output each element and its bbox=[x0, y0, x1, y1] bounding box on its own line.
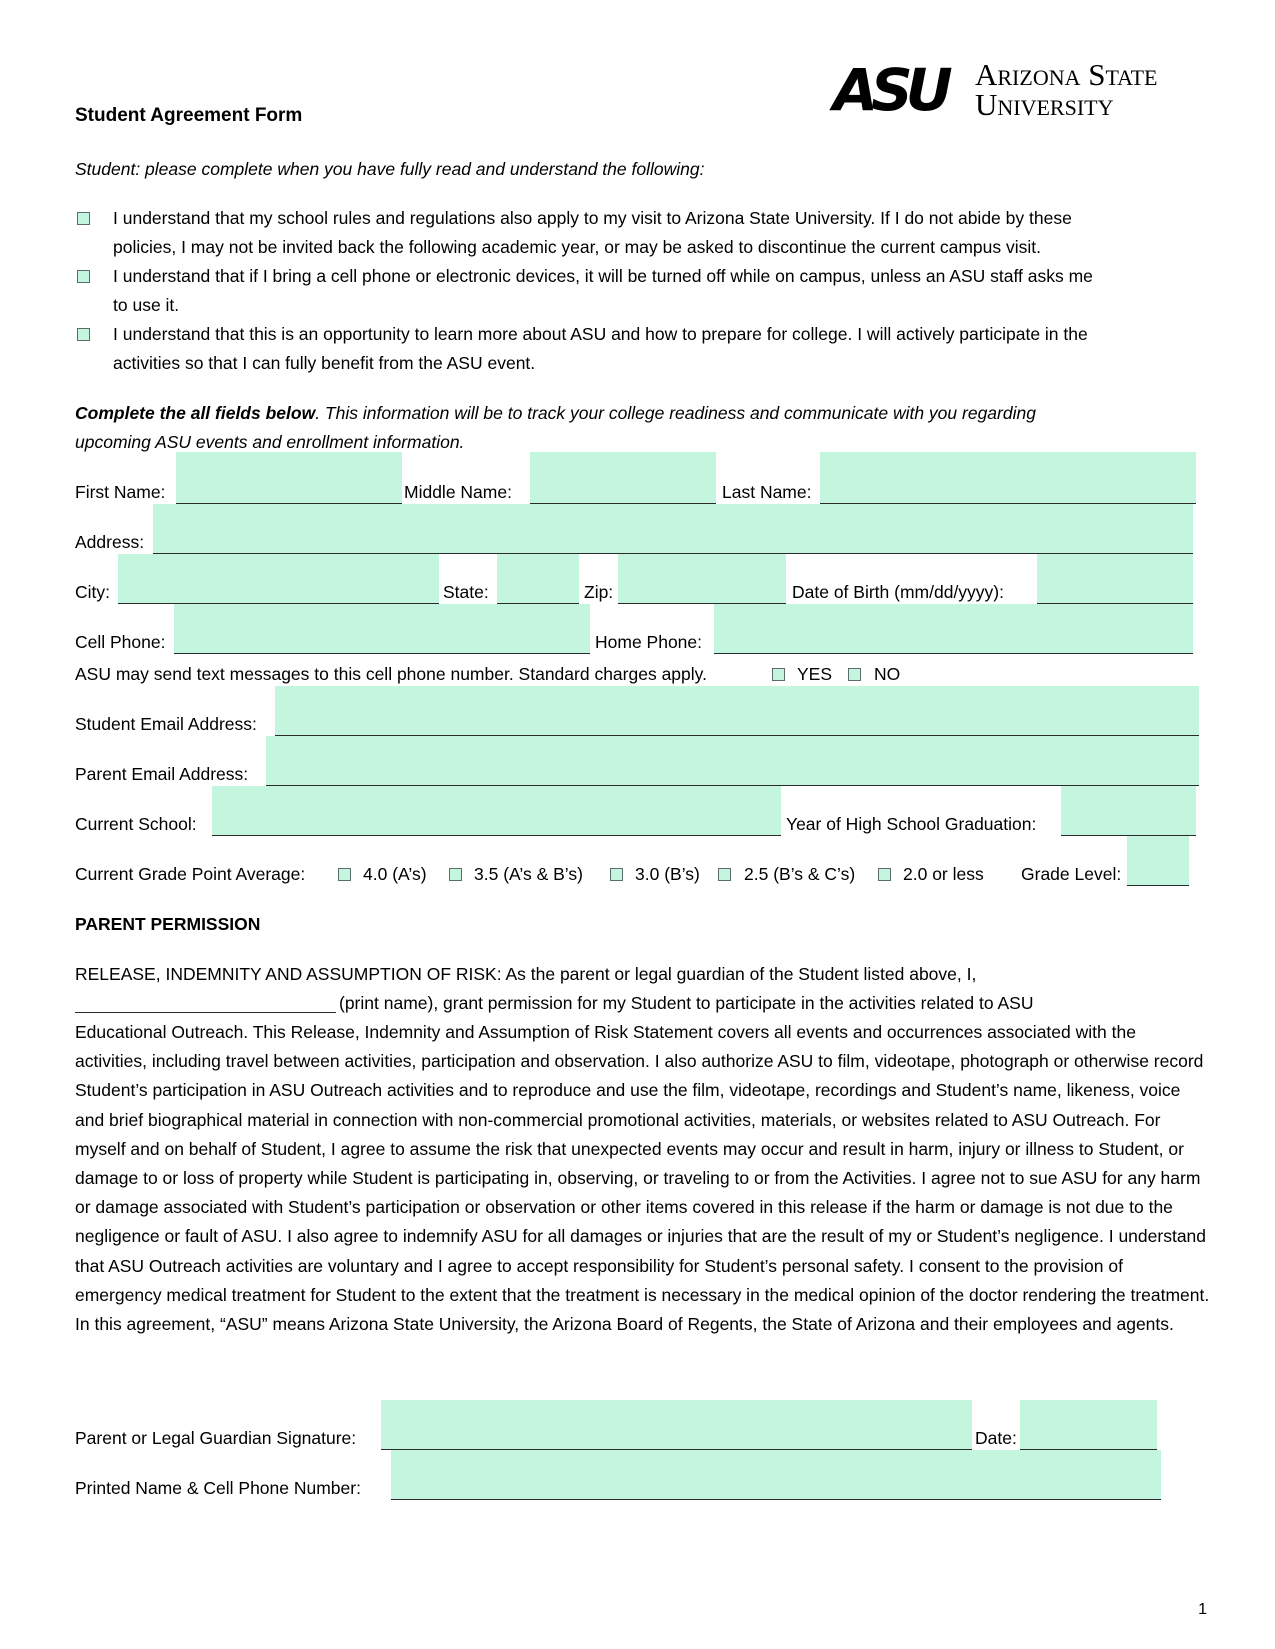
print-name-suffix: (print name), grant permission for my Student to participate in the activities related to ASU bbox=[339, 993, 1034, 1013]
parent-permission-heading: PARENT PERMISSION bbox=[75, 914, 261, 934]
first-name-field[interactable] bbox=[176, 452, 402, 504]
gpa-option-4-checkbox[interactable] bbox=[718, 868, 731, 881]
instructions-line-1 bbox=[75, 402, 1036, 424]
instructions-rest-1: . This information will be to track your college readiness and communicate with you regarding bbox=[315, 403, 1036, 423]
agreement-1-line-2: policies, I may not be invited back the following academic year, or may be asked to discontinue the current campus visit. bbox=[113, 237, 1041, 257]
cell-phone-field[interactable] bbox=[174, 604, 590, 654]
agreement-1-line-1: I understand that my school rules and regulations also apply to my visit to Arizona State University. If I do not abide by these bbox=[113, 208, 1072, 228]
home-phone-label: Home Phone: bbox=[595, 632, 703, 652]
address-label: Address: bbox=[75, 532, 145, 552]
gpa-option-1-checkbox[interactable] bbox=[338, 868, 351, 881]
gpa-option-5-label: 2.0 or less bbox=[903, 864, 984, 884]
agreement-3-line-2: activities so that I can fully benefit from the ASU event. bbox=[113, 353, 536, 373]
release-body-text: Educational Outreach. This Release, Indemnity and Assumption of Risk Statement covers all events and occurrences associated with the activities, including travel between activities, participation and observation. I also authorize ASU to film, videotape, photograph or otherwise record Student’s participation in ASU Outreach activities and to reproduce and use the film, videotape, recordings and Student’s name, likeness, voice and brief biographical material in connection with non-commercial promotional activities, materials, or websites related to ASU Outreach. For myself and on behalf of Student, I agree to assume the risk that unexpected events may occur and result in harm, injury or illness to Student, or damage to or loss of property while Student is participating in, observing, or traveling to or from the Activities. I agree not to sue ASU for any harm or damage associated with Student’s participation or observation or other items covered in this release if the harm or damage is not due to the negligence or fault of ASU. I also agree to indemnify ASU for all damages or injuries that are the result of my or Student’s negligence. I understand that ASU Outreach activities are voluntary and I agree to accept responsibility for Student’s personal safety. I consent to the provision of emergency medical treatment for Student to the extent that the treatment is necessary in the medical opinion of the doctor rendering the treatment. In this agreement, “ASU” means Arizona State University, the Arizona Board of Regents, the State of Arizona and their employees and agents. bbox=[75, 1022, 1210, 1335]
middle-name-label: Middle Name: bbox=[404, 482, 512, 502]
asu-logo bbox=[833, 56, 1205, 124]
date-label: Date: bbox=[975, 1428, 1017, 1448]
first-name-label: First Name: bbox=[75, 482, 166, 502]
text-consent-no-label: NO bbox=[874, 664, 901, 684]
dob-label: Date of Birth (mm/dd/yyyy): bbox=[792, 582, 1004, 602]
printed-name-label: Printed Name & Cell Phone Number: bbox=[75, 1478, 361, 1498]
agreement-3-checkbox[interactable] bbox=[77, 328, 90, 341]
instructions-line-2: upcoming ASU events and enrollment information. bbox=[75, 432, 465, 452]
grade-level-label: Grade Level: bbox=[1021, 864, 1122, 884]
release-first-line: RELEASE, INDEMNITY AND ASSUMPTION OF RISK: As the parent or legal guardian of the Student listed above, I, bbox=[75, 964, 977, 984]
gpa-option-5-checkbox[interactable] bbox=[878, 868, 891, 881]
dob-field[interactable] bbox=[1037, 554, 1193, 604]
state-label: State: bbox=[443, 582, 489, 602]
page-title: Student Agreement Form bbox=[75, 105, 303, 126]
address-field[interactable] bbox=[153, 504, 1193, 554]
page-number: 1 bbox=[1198, 1601, 1207, 1618]
text-consent-yes-checkbox[interactable] bbox=[772, 668, 785, 681]
home-phone-field[interactable] bbox=[714, 604, 1193, 654]
state-field[interactable] bbox=[497, 554, 579, 604]
middle-name-field[interactable] bbox=[530, 452, 716, 504]
agreement-2-line-2: to use it. bbox=[113, 295, 180, 315]
last-name-label: Last Name: bbox=[722, 482, 812, 502]
gpa-option-2-checkbox[interactable] bbox=[449, 868, 462, 881]
printed-name-field[interactable] bbox=[391, 1450, 1161, 1500]
parent-print-name-field bbox=[75, 988, 336, 1013]
parent-email-label: Parent Email Address: bbox=[75, 764, 249, 784]
gpa-label: Current Grade Point Average: bbox=[75, 864, 306, 884]
grad-year-label: Year of High School Graduation: bbox=[786, 814, 1037, 834]
gpa-option-4-label: 2.5 (B’s & C’s) bbox=[744, 864, 856, 884]
city-label: City: bbox=[75, 582, 110, 602]
asu-logo-wordmark bbox=[975, 57, 1207, 122]
zip-label: Zip: bbox=[584, 582, 614, 602]
grad-year-field[interactable] bbox=[1061, 786, 1196, 836]
signature-field[interactable] bbox=[381, 1400, 972, 1450]
agreement-2-checkbox[interactable] bbox=[77, 270, 90, 283]
gpa-option-3-label: 3.0 (B’s) bbox=[635, 864, 700, 884]
last-name-field[interactable] bbox=[820, 452, 1196, 504]
student-email-label: Student Email Address: bbox=[75, 714, 257, 734]
zip-field[interactable] bbox=[618, 554, 786, 604]
current-school-label: Current School: bbox=[75, 814, 197, 834]
agreement-2-line-1: I understand that if I bring a cell phone or electronic devices, it will be turned off while on campus, unless an ASU staff asks me bbox=[113, 266, 1093, 286]
grade-level-field[interactable] bbox=[1127, 836, 1189, 886]
text-consent-label: ASU may send text messages to this cell phone number. Standard charges apply. bbox=[75, 664, 707, 684]
text-consent-yes-label: YES bbox=[797, 664, 833, 684]
date-field[interactable] bbox=[1020, 1400, 1157, 1450]
text-consent-no-checkbox[interactable] bbox=[848, 668, 861, 681]
logo-line-2: University bbox=[975, 87, 1114, 122]
gpa-option-3-checkbox[interactable] bbox=[610, 868, 623, 881]
logo-line-1: Arizona State bbox=[975, 57, 1158, 92]
gpa-option-1-label: 4.0 (A’s) bbox=[363, 864, 427, 884]
agreement-1-checkbox[interactable] bbox=[77, 212, 90, 225]
signature-label: Parent or Legal Guardian Signature: bbox=[75, 1428, 357, 1448]
parent-email-field[interactable] bbox=[266, 736, 1199, 786]
student-email-field[interactable] bbox=[275, 686, 1199, 736]
intro-text: Student: please complete when you have fully read and understand the following: bbox=[75, 159, 705, 179]
cell-phone-label: Cell Phone: bbox=[75, 632, 166, 652]
city-field[interactable] bbox=[118, 554, 439, 604]
asu-logo-mark: ASU bbox=[833, 56, 946, 124]
gpa-option-2-label: 3.5 (A’s & B’s) bbox=[474, 864, 583, 884]
current-school-field[interactable] bbox=[212, 786, 781, 836]
instructions-bold: Complete the all fields below bbox=[75, 403, 316, 423]
agreement-3-line-1: I understand that this is an opportunity to learn more about ASU and how to prepare for college. I will actively participate in the bbox=[113, 324, 1088, 344]
